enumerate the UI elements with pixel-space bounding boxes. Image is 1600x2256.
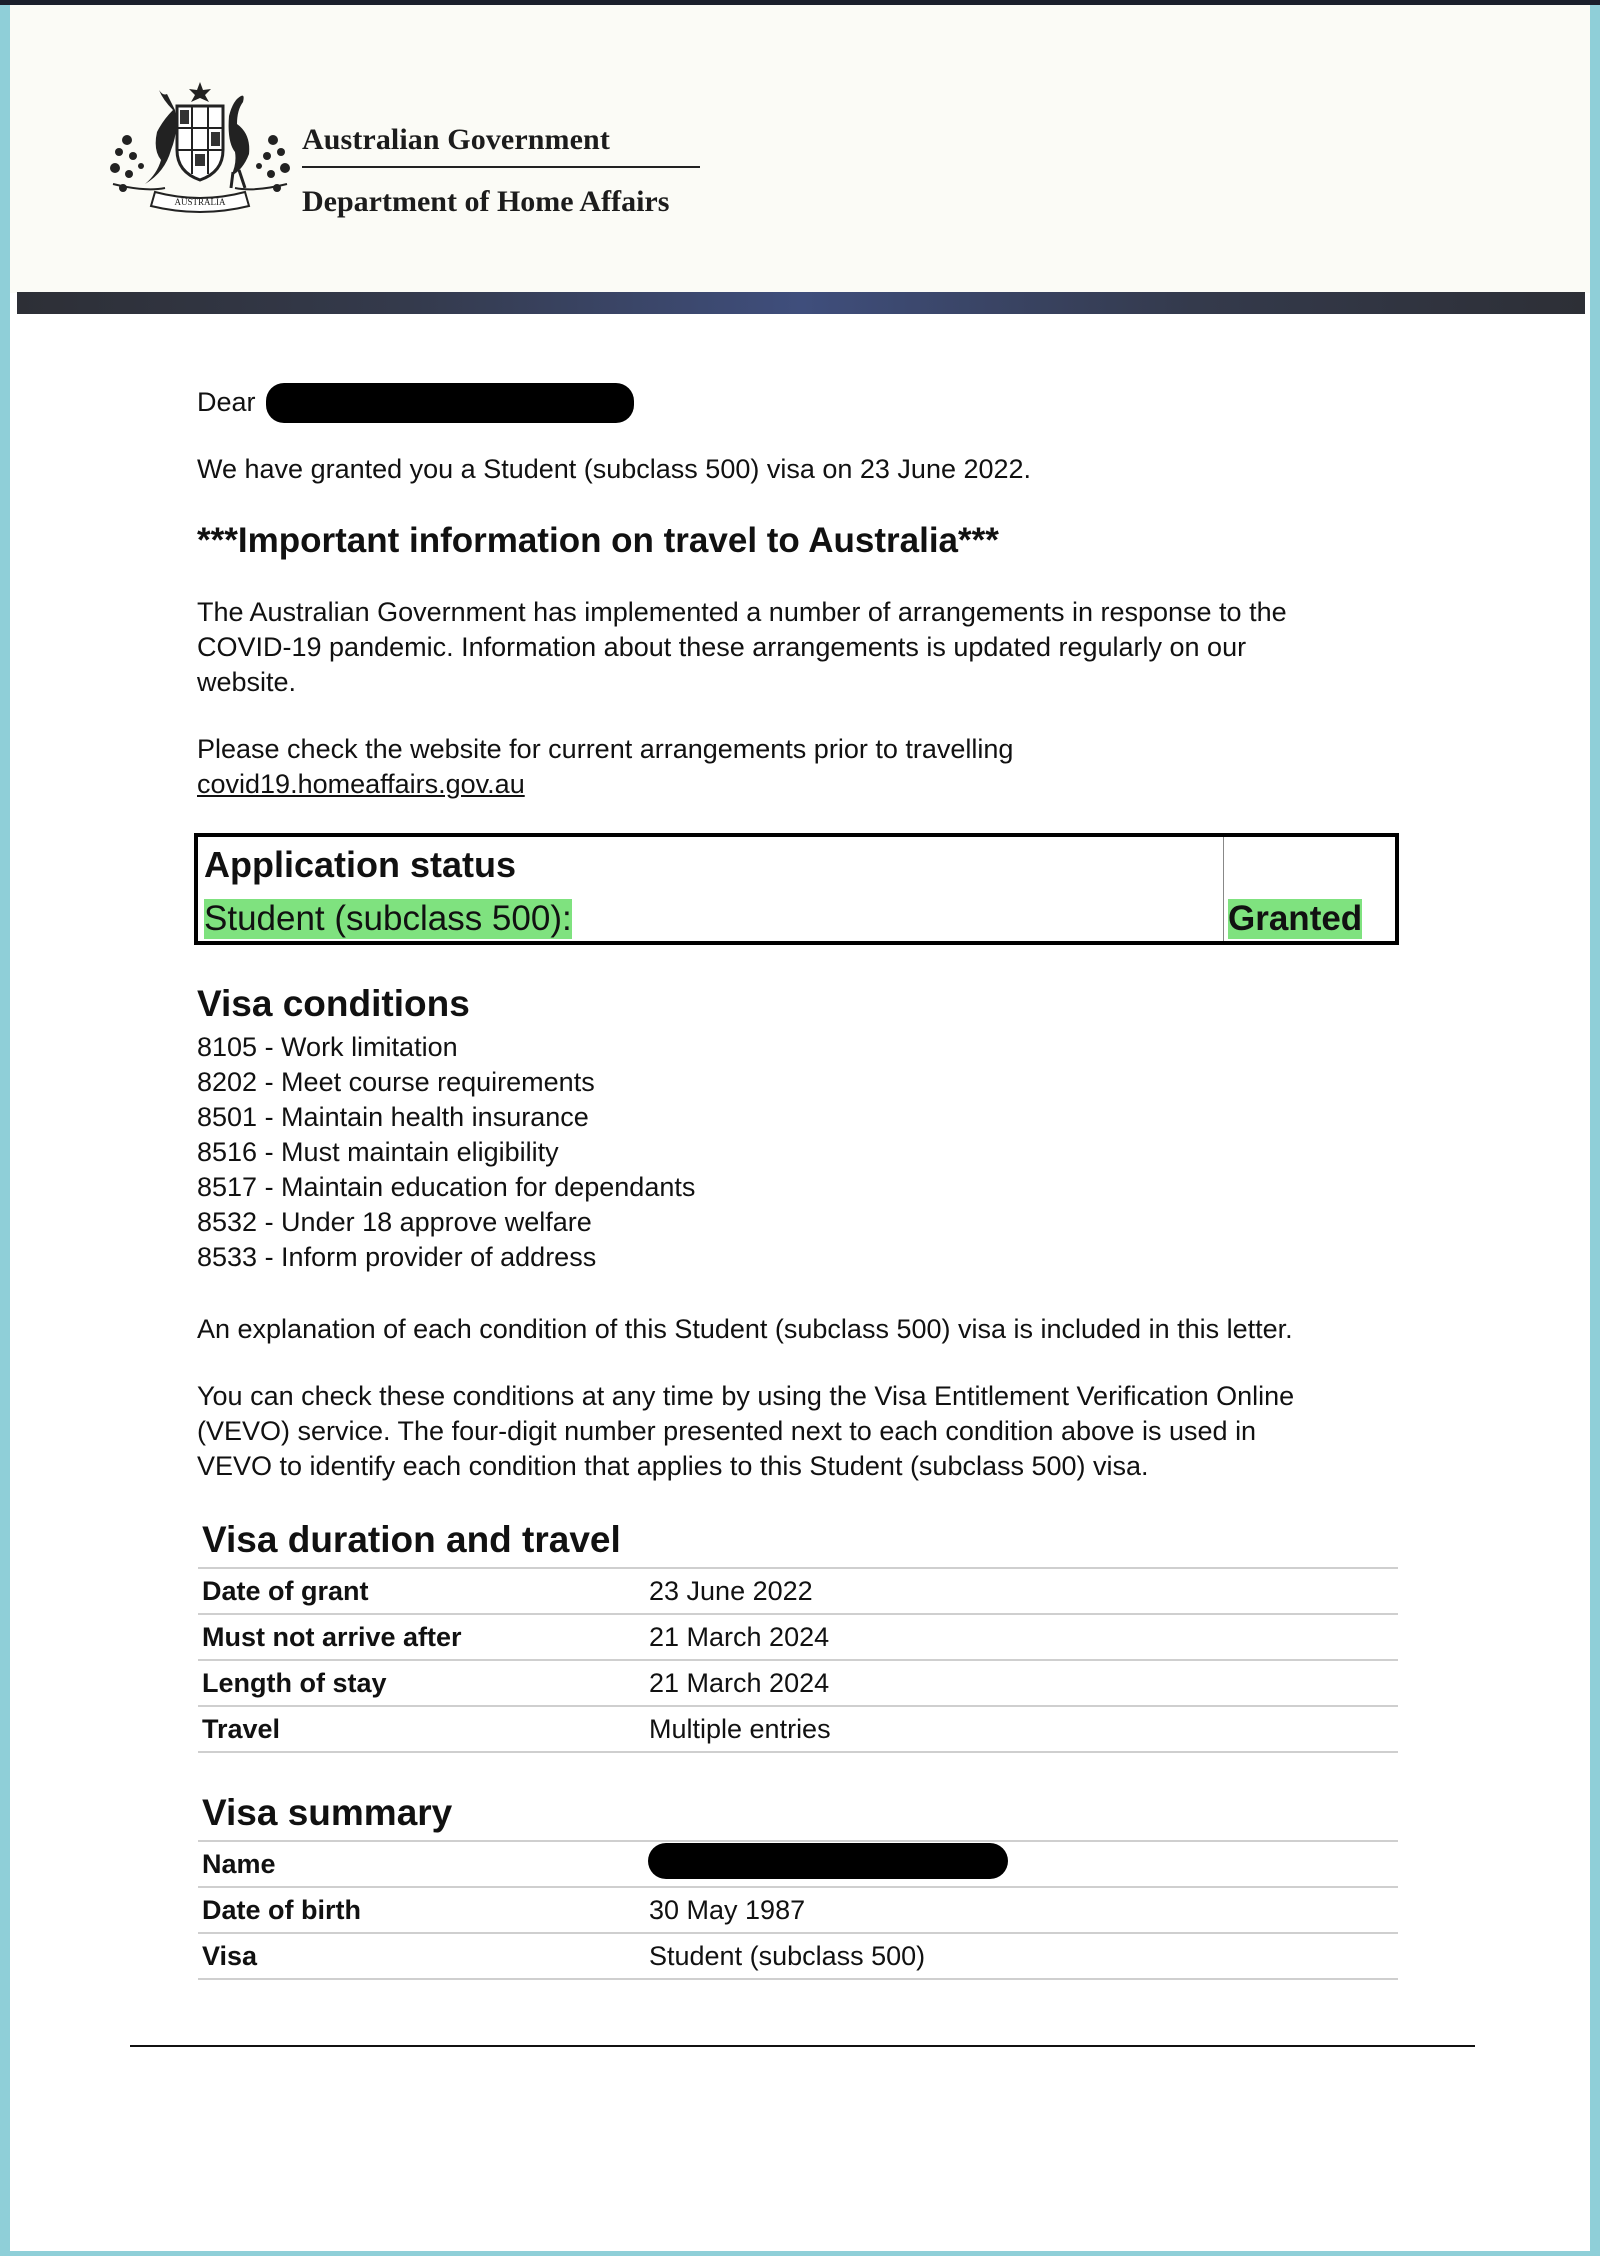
important-heading: ***Important information on travel to Australia*** (197, 521, 999, 560)
row-value: 21 March 2024 (649, 1622, 830, 1652)
row-value: 21 March 2024 (649, 1668, 830, 1698)
covid-paragraph-line-2: COVID-19 pandemic. Information about these arrangements is updated regularly on our (197, 632, 1247, 662)
condition-item: 8202 - Meet course requirements (197, 1067, 595, 1097)
row-label: Visa (202, 1941, 258, 1971)
redacted-applicant-name (648, 1843, 1008, 1879)
row-label: Length of stay (202, 1668, 387, 1698)
status-badge: Granted (1228, 899, 1363, 938)
vevo-paragraph-line-1: You can check these conditions at any time by using the Visa Entitlement Verification Online (197, 1381, 1295, 1411)
row-label: Travel (202, 1714, 281, 1744)
letter-body (10, 5, 1590, 2251)
redacted-recipient-name (266, 383, 634, 423)
condition-item: 8532 - Under 18 approve welfare (197, 1207, 592, 1237)
covid-paragraph-line-1: The Australian Government has implemented a number of arrangements in response to the (197, 597, 1287, 627)
letter-page (10, 5, 1590, 2251)
row-value: Multiple entries (649, 1714, 831, 1744)
application-status-title: Application status (204, 844, 517, 885)
visa-duration-table (198, 1567, 1398, 1753)
row-value: 23 June 2022 (649, 1576, 813, 1606)
vevo-paragraph-line-3: VEVO to identify each condition that applies to this Student (subclass 500) visa. (197, 1451, 1149, 1481)
table-row (198, 1840, 1398, 1886)
condition-item: 8517 - Maintain education for dependants (197, 1172, 696, 1202)
visa-summary-title: Visa summary (202, 1792, 453, 1833)
table-row (198, 1886, 1398, 1932)
conditions-explanation: An explanation of each condition of this Student (subclass 500) visa is included in this letter. (197, 1314, 1293, 1344)
table-row (198, 1932, 1398, 1980)
status-visa-label: Student (subclass 500): (204, 899, 572, 938)
table-row (198, 1705, 1398, 1753)
salutation: Dear (197, 387, 256, 417)
condition-item: 8105 - Work limitation (197, 1032, 458, 1062)
application-status-box (194, 833, 1399, 945)
row-label: Date of birth (202, 1895, 361, 1925)
visa-conditions-title: Visa conditions (197, 983, 470, 1024)
check-website-text: Please check the website for current arrangements prior to travelling (197, 734, 1014, 764)
crest-scroll-text: AUSTRALIA (174, 197, 226, 207)
condition-item: 8516 - Must maintain eligibility (197, 1137, 559, 1167)
row-label: Date of grant (202, 1576, 369, 1606)
condition-item: 8533 - Inform provider of address (197, 1242, 597, 1272)
footer-divider (130, 2045, 1475, 2047)
visa-summary-table (198, 1840, 1398, 1980)
condition-item: 8501 - Maintain health insurance (197, 1102, 589, 1132)
department-name: Department of Home Affairs (302, 185, 670, 218)
covid-paragraph-line-3: website. (197, 667, 297, 697)
table-row (198, 1613, 1398, 1659)
row-label: Name (202, 1849, 276, 1879)
row-label: Must not arrive after (202, 1622, 462, 1652)
table-row (198, 1567, 1398, 1613)
covid-website-link[interactable]: covid19.homeaffairs.gov.au (197, 769, 525, 799)
status-box-divider (1223, 837, 1224, 941)
row-value: Student (subclass 500) (649, 1941, 926, 1971)
table-row (198, 1659, 1398, 1705)
row-value: 30 May 1987 (649, 1895, 806, 1925)
grant-sentence: We have granted you a Student (subclass 500) visa on 23 June 2022. (197, 454, 1032, 484)
vevo-paragraph-line-2: (VEVO) service. The four-digit number presented next to each condition above is used in (197, 1416, 1257, 1446)
government-name: Australian Government (302, 123, 610, 156)
visa-duration-title: Visa duration and travel (202, 1519, 621, 1560)
